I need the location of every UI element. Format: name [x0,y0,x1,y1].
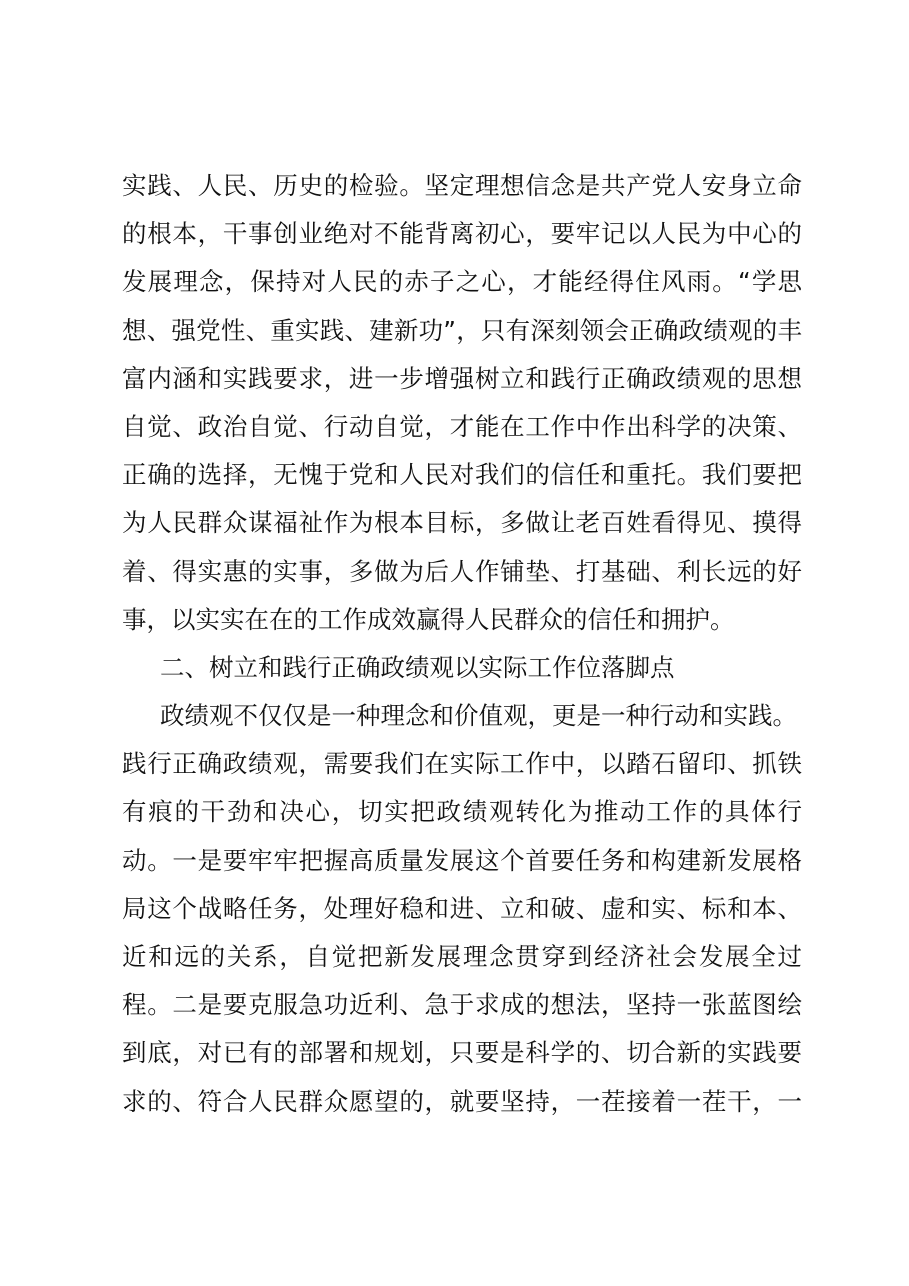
paragraph-line: 自觉、政治自觉、行动自觉，才能在工作中作出科学的决策、 [122,411,802,441]
paragraph-line: 有痕的干劲和决心，切实把政绩观转化为推动工作的具体行 [122,797,802,827]
paragraph-line: 政绩观不仅仅是一种理念和价值观，更是一种行动和实践。 [160,701,797,731]
paragraph-2 [122,692,802,1126]
paragraph-line: 到底，对已有的部署和规划，只要是科学的、切合新的实践要 [122,1038,802,1068]
paragraph-line: 富内涵和实践要求，进一步增强树立和践行正确政绩观的思想 [122,363,802,393]
paragraph-line: 近和远的关系，自觉把新发展理念贯穿到经济社会发展全过 [122,942,802,971]
paragraph-line: 求的、符合人民群众愿望的，就要坚持，一茬接着一茬干，一 [122,1086,802,1116]
paragraph-line: 正确的选择，无愧于党和人民对我们的信任和重托。我们要把 [122,460,802,490]
paragraph-1 [122,162,802,644]
paragraph-line: 着、得实惠的实事，多做为后人作铺垫、打基础、利长远的好 [122,556,802,586]
paragraph-line: 实践、人民、历史的检验。坚定理想信念是共产党人安身立命 [122,171,802,200]
paragraph-line: 发展理念，保持对人民的赤子之心，才能经得住风雨。“学思 [122,267,802,297]
paragraph-line: 动。一是要牢牢把握高质量发展这个首要任务和构建新发展格 [122,845,802,875]
paragraph-line: 事，以实实在在的工作成效赢得人民群众的信任和拥护。 [122,604,735,634]
document-body [122,162,802,1126]
paragraph-line: 想、强党性、重实践、建新功”，只有深刻领会正确政绩观的丰 [122,315,802,345]
paragraph-line: 程。二是要克服急功近利、急于求成的想法，坚持一张蓝图绘 [122,990,802,1020]
paragraph-line: 局这个战略任务，处理好稳和进、立和破、虚和实、标和本、 [122,893,802,923]
section-heading: 二、树立和践行正确政绩观以实际工作位落脚点 [160,652,675,682]
paragraph-line: 为人民群众谋福祉作为根本目标，多做让老百姓看得见、摸得 [122,508,802,538]
paragraph-line: 践行正确政绩观，需要我们在实际工作中，以踏石留印、抓铁 [122,749,802,779]
paragraph-line: 的根本，干事创业绝对不能背离初心，要牢记以人民为中心的 [122,219,802,249]
